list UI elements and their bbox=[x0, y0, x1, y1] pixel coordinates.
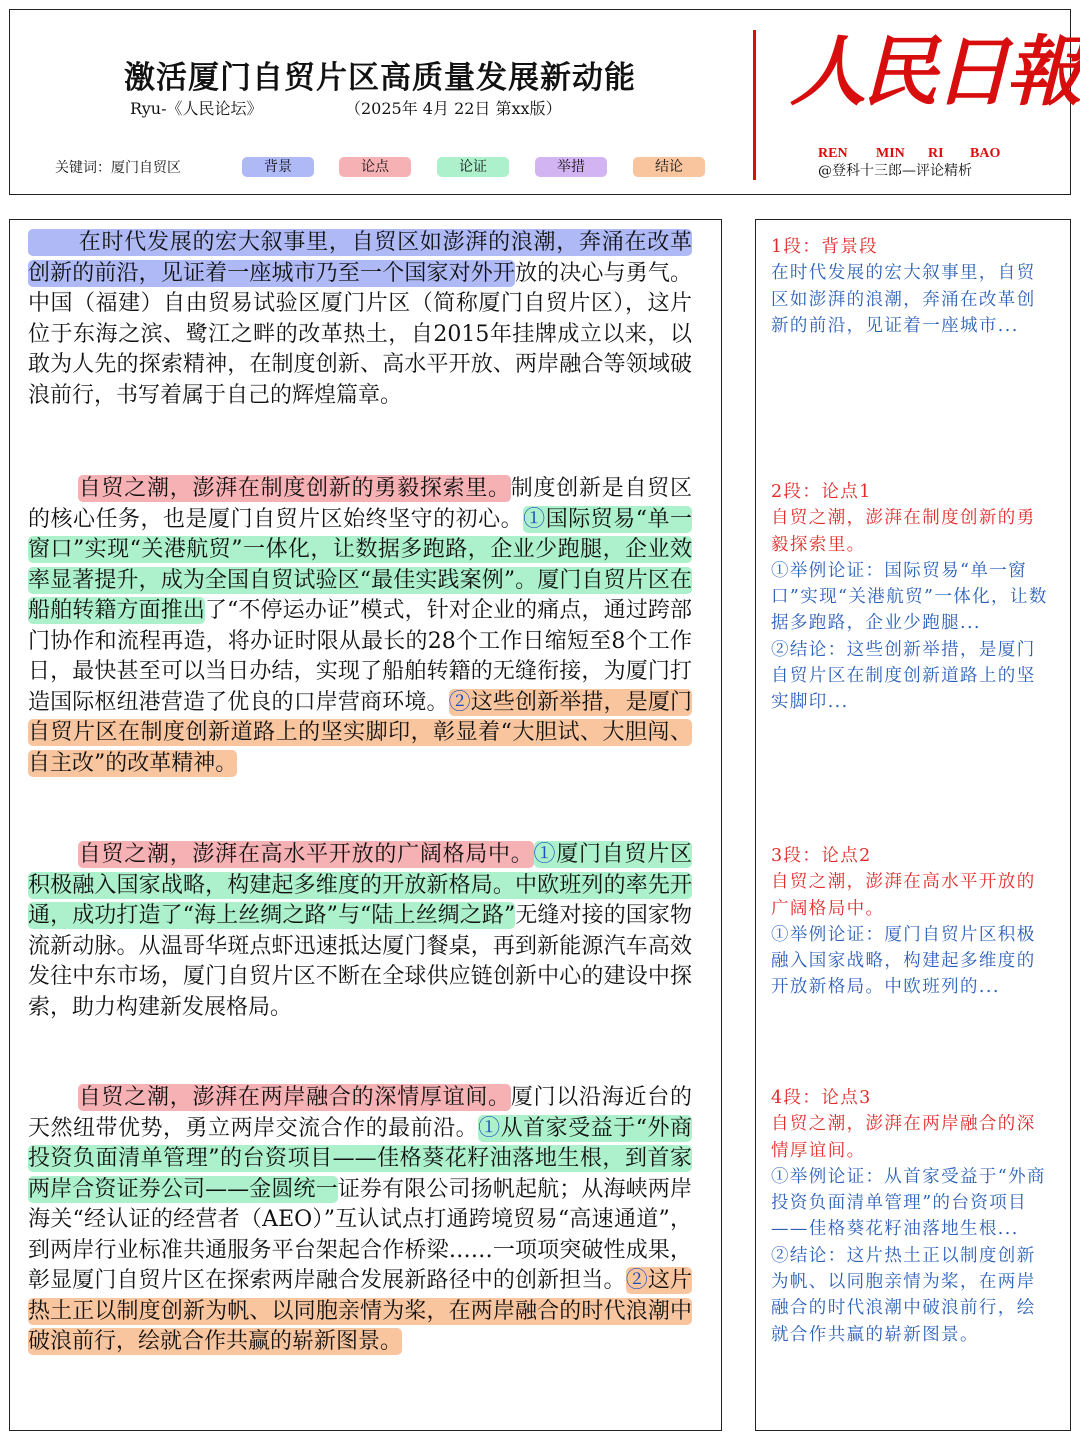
newspaper-logo: 人民日報 bbox=[790, 27, 1078, 116]
sidebar-conclusion: ②结论：这片热土正以制度创新为帆、以同胞亲情为桨，在两岸融合的时代浪潮中破浪前行，绘就合作共赢的崭新图景。 bbox=[771, 1245, 1036, 1345]
page-title: 激活厦门自贸片区高质量发展新动能 bbox=[124, 60, 636, 96]
credit-line: @登科十三郎—评论精析 bbox=[818, 163, 972, 179]
paragraph-text: 制度创新是自贸区的核心任务，也是厦门自贸片区始终坚守的初心。 bbox=[28, 476, 692, 532]
sidebar-point: 自贸之潮，澎湃在两岸融合的深情厚谊间。 bbox=[771, 1114, 1036, 1161]
paragraph-1 bbox=[28, 228, 692, 411]
author-line: Ryu-《人民论坛》 bbox=[130, 99, 263, 118]
keywords-label: 关键词：厦门自贸区 bbox=[55, 160, 181, 176]
sidebar-evidence: ①举例论证：国际贸易“单一窗口”实现“关港航贸”一体化，让数据多跑路，企业少跑腿... bbox=[771, 560, 1048, 634]
paragraph-4 bbox=[28, 1083, 692, 1358]
sidebar-section-title: 3段：论点2 bbox=[771, 846, 872, 866]
legend-conclusion: 结论 bbox=[633, 157, 705, 177]
paragraph-text: 放的决心与勇气。中国（福建）自由贸易试验区厦门片区（简称厦门自贸片区），这片位于东海之滨、鹭江之畔的改革热土，自2015年挂牌成立以来，以敢为人先的探索精神，在制度创新、高水平开放、两岸融合等领域破浪前行，书写着属于自己的辉煌篇章。 bbox=[28, 260, 692, 408]
logo-pinyin: REN bbox=[818, 146, 848, 161]
sidebar-section-4 bbox=[771, 1085, 1051, 1348]
paragraph-text: 无缝对接的国家物流新动脉。从温哥华斑点虾迅速抵达厦门餐桌，再到新能源汽车高效发往中东市场，厦门自贸片区不断在全球供应链创新中心的建设中探索，助力构建新发展格局。 bbox=[28, 903, 692, 1020]
sidebar-section-3 bbox=[771, 843, 1051, 1001]
logo-pinyin: RI bbox=[928, 146, 944, 161]
logo-pinyin: MIN bbox=[876, 146, 905, 161]
legend-measure: 举措 bbox=[535, 157, 607, 177]
legend-background: 背景 bbox=[242, 157, 314, 177]
highlight-background: 在时代发展的宏大叙事里，自贸区如澎湃的浪潮，奔涌在改革创新的前沿，见证着一座城市乃至一个国家对外开 bbox=[28, 230, 692, 286]
highlight-evidence: ①从首家受益于“外商投资负面清单管理”的台资项目——佳格葵花籽油落地生根，到首家两岸合资证券公司——金圆统一 bbox=[28, 1115, 692, 1202]
highlight-point: 自贸之潮，澎湃在高水平开放的广阔格局中。 bbox=[78, 842, 534, 867]
paragraph-text: 证券有限公司扬帆起航；从海峡两岸海关“经认证的经营者（AEO）”互认试点打通跨境贸易“高速通道”，到两岸行业标准共通服务平台架起合作桥梁……一项项突破性成果，彰显厦门自贸片区在探索两岸融合发展新路径中的创新担当。 bbox=[28, 1176, 692, 1293]
sidebar-evidence: ①举例论证：厦门自贸片区积极融入国家战略，构建起多维度的开放新格局。中欧班列的... bbox=[771, 924, 1036, 998]
sidebar-section-title: 1段：背景段 bbox=[771, 237, 879, 257]
sidebar-summary: 在时代发展的宏大叙事里，自贸区如澎湃的浪潮，奔涌在改革创新的前沿，见证着一座城市... bbox=[771, 263, 1036, 336]
sidebar-point: 自贸之潮，澎湃在高水平开放的广阔格局中。 bbox=[771, 872, 1036, 919]
paragraph-text: 了“不停运办证”模式，针对企业的痛点，通过跨部门协作和流程再造，将办证时限从最长的28个工作日缩短至8个工作日，最快甚至可以当日办结，实现了船舶转籍的无缝衔接，为厦门打造国际枢纽港营造了优良的口岸营商环境。 bbox=[28, 598, 692, 715]
sidebar-section-title: 4段：论点3 bbox=[771, 1088, 872, 1108]
legend-evidence: 论证 bbox=[437, 157, 509, 177]
paragraph-2 bbox=[28, 474, 692, 779]
highlight-point: 自贸之潮，澎湃在制度创新的勇毅探索里。 bbox=[78, 476, 511, 501]
highlight-conclusion: ②这些创新举措，是厦门自贸片区在制度创新道路上的坚实脚印，彰显着“大胆试、大胆闯、自主改”的改革精神。 bbox=[28, 689, 692, 776]
paragraph-3 bbox=[28, 840, 692, 1023]
sidebar-conclusion: ②结论：这些创新举措，是厦门自贸片区在制度创新道路上的坚实脚印... bbox=[771, 639, 1036, 713]
logo-pinyin: BAO bbox=[970, 146, 1001, 161]
divider-line bbox=[753, 30, 756, 180]
highlight-conclusion: ②这片热土正以制度创新为帆、以同胞亲情为桨，在两岸融合的时代浪潮中破浪前行，绘就合作共赢的崭新图景。 bbox=[28, 1268, 692, 1354]
sidebar-evidence: ①举例论证：从首家受益于“外商投资负面清单管理”的台资项目——佳格葵花籽油落地生根... bbox=[771, 1166, 1046, 1240]
highlight-point: 自贸之潮，澎湃在两岸融合的深情厚谊间。 bbox=[78, 1085, 511, 1110]
highlight-evidence: ①厦门自贸片区积极融入国家战略，构建起多维度的开放新格局。中欧班列的率先开通，成功打造了“海上丝绸之路”与“陆上丝绸之路” bbox=[28, 842, 692, 928]
legend-point: 论点 bbox=[339, 157, 411, 177]
sidebar-section-2 bbox=[771, 479, 1051, 716]
sidebar-section-title: 2段：论点1 bbox=[771, 482, 872, 502]
paragraph-text: 厦门以沿海近台的天然纽带优势，勇立两岸交流合作的最前沿。 bbox=[28, 1085, 692, 1141]
highlight-evidence: ①国际贸易“单一窗口”实现“关港航贸”一体化，让数据多跑路，企业少跑腿，企业效率显著提升，成为全国自贸试验区“最佳实践案例”。厦门自贸片区在船舶转籍方面推出 bbox=[28, 506, 692, 623]
sidebar-section-1 bbox=[771, 234, 1051, 339]
sidebar-point: 自贸之潮，澎湃在制度创新的勇毅探索里。 bbox=[771, 508, 1036, 555]
date-line: （2025年 4月 22日 第xx版） bbox=[345, 99, 562, 118]
